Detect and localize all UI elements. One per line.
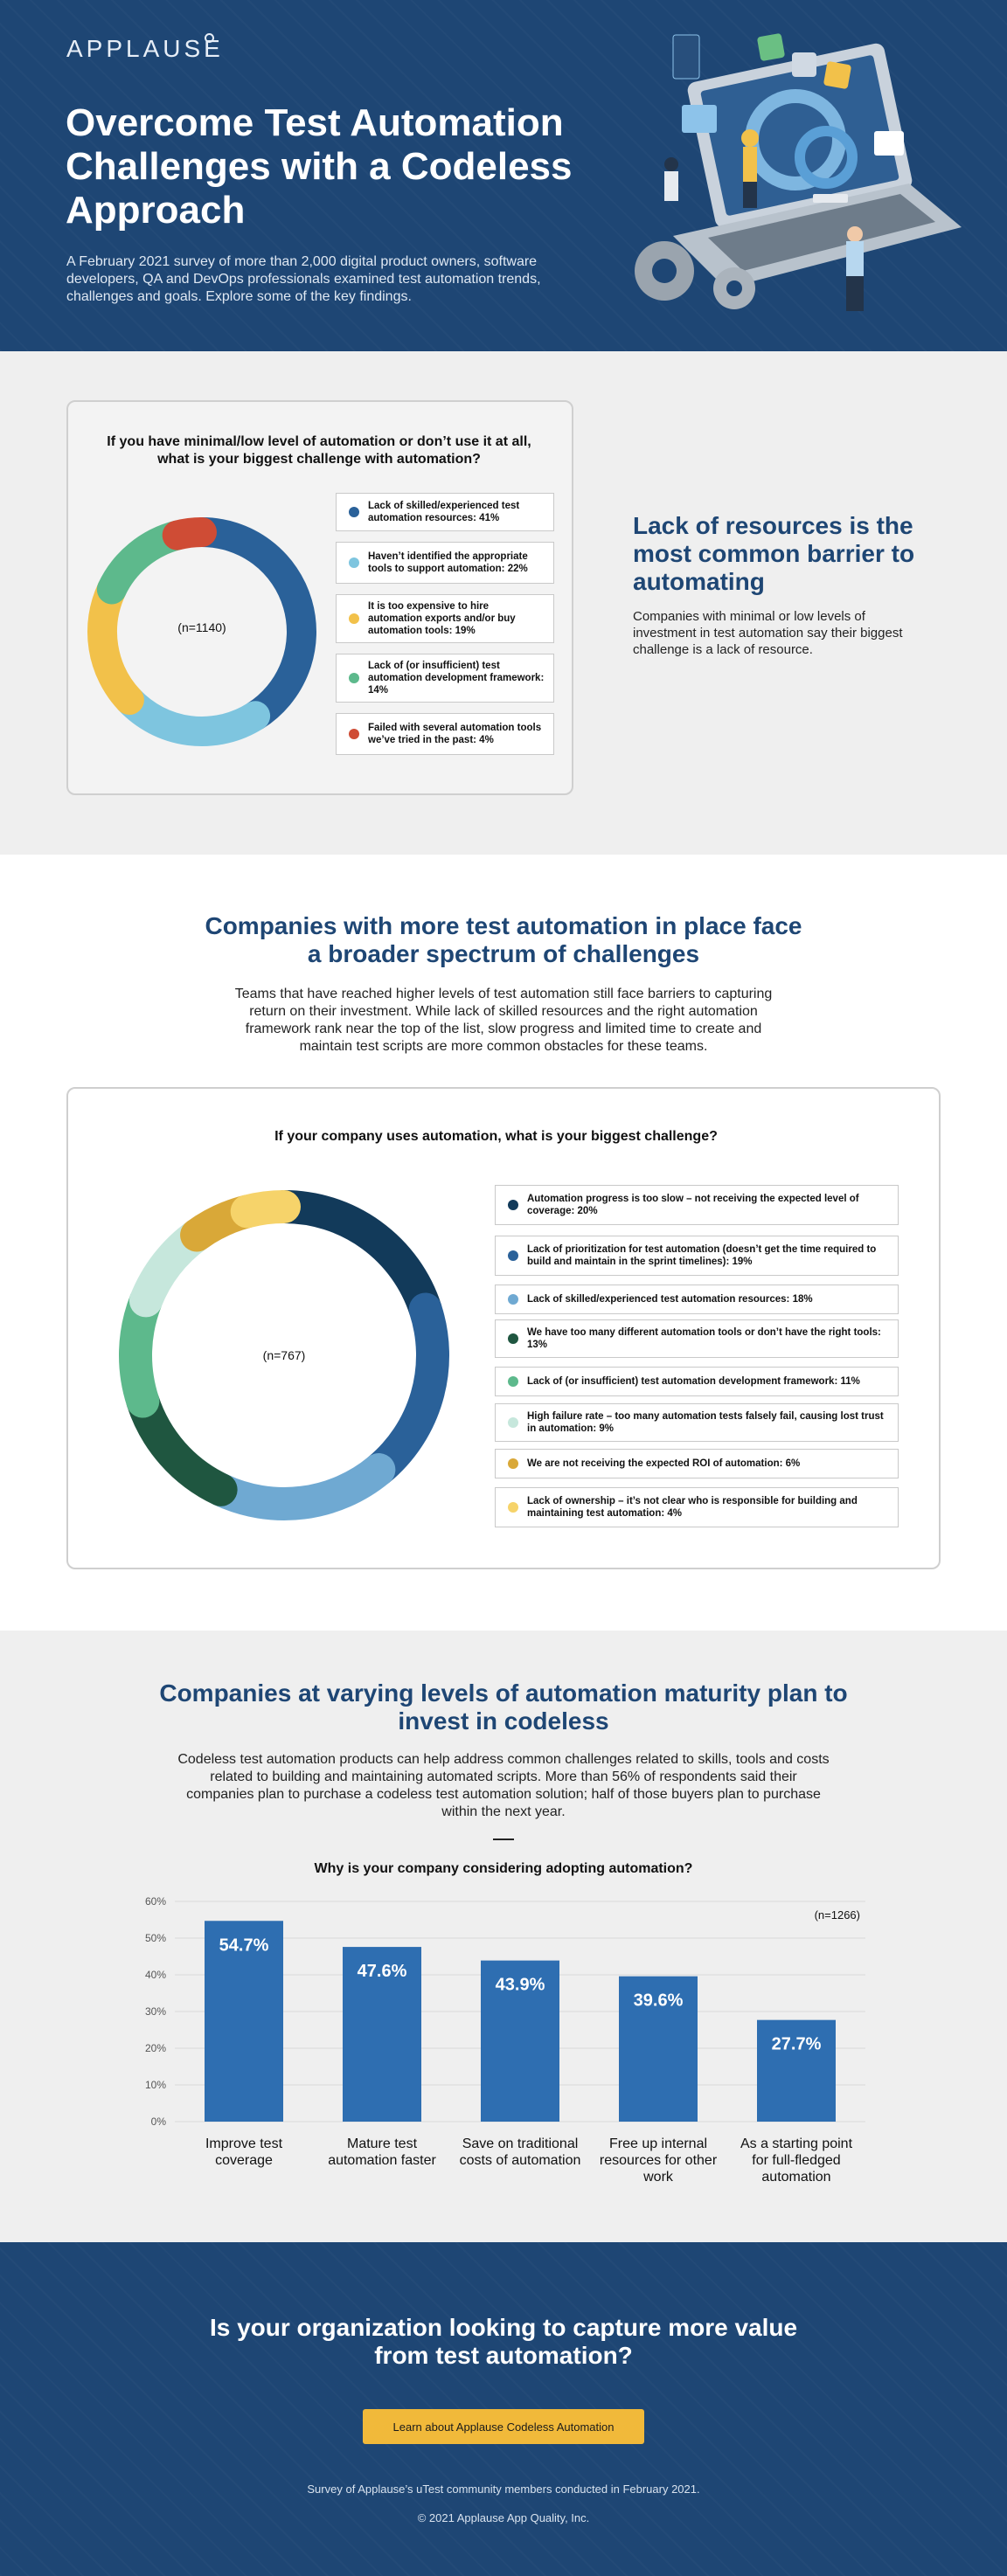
legend-dot-icon — [508, 1502, 518, 1513]
learn-more-button[interactable]: Learn about Applause Codeless Automation — [363, 2409, 644, 2444]
legend-label: We have too many different automation tools or don’t have the right tools: 13% — [527, 1327, 881, 1350]
legend-label: Haven’t identified the appropriate tools to support automation: 22% — [368, 551, 528, 574]
logo-mark-icon — [205, 33, 214, 43]
legend-dot-icon — [508, 1200, 518, 1210]
x-category-label: Mature test automation faster — [328, 2136, 436, 2168]
legend-dot-icon — [508, 1417, 518, 1428]
survey-note: Survey of Applause’s uTest community members conducted in February 2021. — [307, 2483, 700, 2496]
donut-segment — [177, 532, 202, 536]
legend-label: We are not receiving the expected ROI of automation: 6% — [527, 1458, 801, 1469]
legend-item — [495, 1367, 899, 1396]
resources-barrier-text: Companies with minimal or low levels of investment in test automation say their biggest challenge is a lack of resource. — [633, 609, 903, 657]
resources-barrier-title: Lack of resources is the most common barrier to automating — [633, 512, 915, 595]
legend-dot-icon — [349, 673, 359, 683]
y-tick-label: 30% — [144, 2005, 166, 2018]
laptop-automation-illustration — [621, 9, 988, 341]
applause-logo[interactable]: APPLAUSE — [66, 35, 224, 62]
legend-dot-icon — [349, 729, 359, 739]
copyright: © 2021 Applause App Quality, Inc. — [417, 2511, 590, 2524]
legend-item — [336, 542, 554, 584]
legend-item — [495, 1487, 899, 1527]
donut-segment — [247, 1207, 284, 1211]
legend-item — [336, 493, 554, 531]
broader-challenges-title: Companies with more test automation in place face a broader spectrum of challenges — [205, 912, 802, 967]
automation-challenge-question: If your company uses automation, what is your biggest challenge? — [274, 1129, 718, 1144]
donut-segment — [129, 700, 255, 731]
donut-segment — [102, 589, 129, 700]
hero-description: A February 2021 survey of more than 2,000 digital product owners, software developers, QA and DevOps professionals examined test automation trends, challenges and goals. Explore some of the key findings. — [66, 254, 541, 304]
legend-dot-icon — [508, 1333, 518, 1344]
donut-segment — [142, 1402, 220, 1490]
legend-item — [495, 1236, 899, 1276]
legend-item — [495, 1449, 899, 1478]
legend-item — [495, 1285, 899, 1314]
legend-label: Lack of (or insufficient) test automation development framework: 11% — [527, 1376, 860, 1387]
footer-title: Is your organization looking to capture more value from test automation? — [209, 2314, 798, 2369]
legend-item — [336, 594, 554, 643]
x-category-label: Improve test coverage — [205, 2136, 283, 2168]
legend-item — [336, 654, 554, 703]
hero-title: Overcome Test Automation Challenges with a Codeless Approach — [66, 101, 573, 232]
donut-segment — [221, 1470, 379, 1504]
legend-dot-icon — [508, 1250, 518, 1261]
codeless-investment-description: Codeless test automation products can help address common challenges related to skills, tools and costs related to building and maintaining automated scripts. More than 56% of respondents said their companies plan to purchase a codeless test automation solution; half of those buyers plan to purchase within the next year. — [177, 1752, 830, 1819]
legend-item — [495, 1185, 899, 1225]
bar-value-label: 27.7% — [771, 2034, 822, 2054]
legend-item — [495, 1403, 899, 1442]
automation-challenge-sample-size: (n=767) — [262, 1348, 306, 1362]
donut-segment — [378, 1309, 433, 1470]
bar-value-label: 39.6% — [633, 1991, 684, 2011]
minimal-automation-sample-size: (n=1140) — [177, 620, 226, 634]
legend-label: It is too expensive to hire automation exports and/or buy automation tools: 19% — [368, 601, 516, 636]
legend-item — [336, 713, 554, 755]
y-tick-label: 10% — [144, 2079, 166, 2091]
legend-dot-icon — [349, 557, 359, 568]
legend-label: Lack of skilled/experienced test automation resources: 41% — [368, 501, 520, 523]
x-category-label: Save on traditional costs of automation — [459, 2136, 581, 2168]
y-tick-label: 0% — [150, 2116, 166, 2128]
legend-dot-icon — [508, 1458, 518, 1469]
legend-label: Failed with several automation tools we’ve tried in the past: 4% — [368, 723, 542, 745]
legend-dot-icon — [508, 1376, 518, 1387]
y-tick-label: 50% — [144, 1932, 166, 1944]
bar-value-label: 47.6% — [357, 1962, 407, 1982]
legend-label: Lack of ownership – it’s not clear who is responsible for building and maintaining test automation: 4% — [527, 1496, 858, 1519]
legend-dot-icon — [508, 1294, 518, 1305]
legend-label: Lack of skilled/experienced test automation resources: 18% — [527, 1294, 813, 1305]
y-tick-label: 20% — [144, 2042, 166, 2054]
legend-dot-icon — [349, 507, 359, 517]
legend-dot-icon — [349, 613, 359, 624]
legend-label: Lack of prioritization for test automation (doesn’t get the time required to build and maintain in the sprint timelines): 19% — [527, 1244, 877, 1267]
x-category-label: Free up internal resources for other work — [599, 2136, 718, 2185]
legend-label: Lack of (or insufficient) test automation development framework: 14% — [368, 661, 545, 696]
divider — [493, 1839, 514, 1840]
legend-label: Automation progress is too slow – not receiving the expected level of coverage: 20% — [527, 1194, 859, 1216]
broader-challenges-description: Teams that have reached higher levels of test automation still face barriers to capturing return on their investment. While lack of skilled resources and the right automation framework rank near the top of the list, slow progress and limited time to create and maintain test scripts are more common obstacles for these teams. — [234, 987, 773, 1054]
bar-value-label: 54.7% — [219, 1935, 269, 1956]
chart-title: Why is your company considering adopting automation? — [314, 1861, 693, 1876]
sample-size-annotation: (n=1266) — [814, 1908, 860, 1922]
y-tick-label: 60% — [144, 1895, 166, 1908]
legend-label: High failure rate – too many automation tests falsely fail, causing lost trust in automation: 9% — [527, 1411, 884, 1434]
minimal-automation-question: If you have minimal/low level of automation or don’t use it at all, what is your biggest challenge with automation? — [107, 434, 531, 467]
adoption-reasons-bar-chart — [131, 1887, 883, 2185]
x-category-label: As a starting point for full-fledged automation — [740, 2136, 853, 2185]
bar-value-label: 43.9% — [495, 1975, 545, 1995]
legend-item — [495, 1319, 899, 1358]
donut-segment — [284, 1207, 426, 1309]
y-tick-label: 40% — [144, 1969, 166, 1981]
codeless-investment-title: Companies at varying levels of automation maturity plan to invest in codeless — [159, 1679, 848, 1735]
